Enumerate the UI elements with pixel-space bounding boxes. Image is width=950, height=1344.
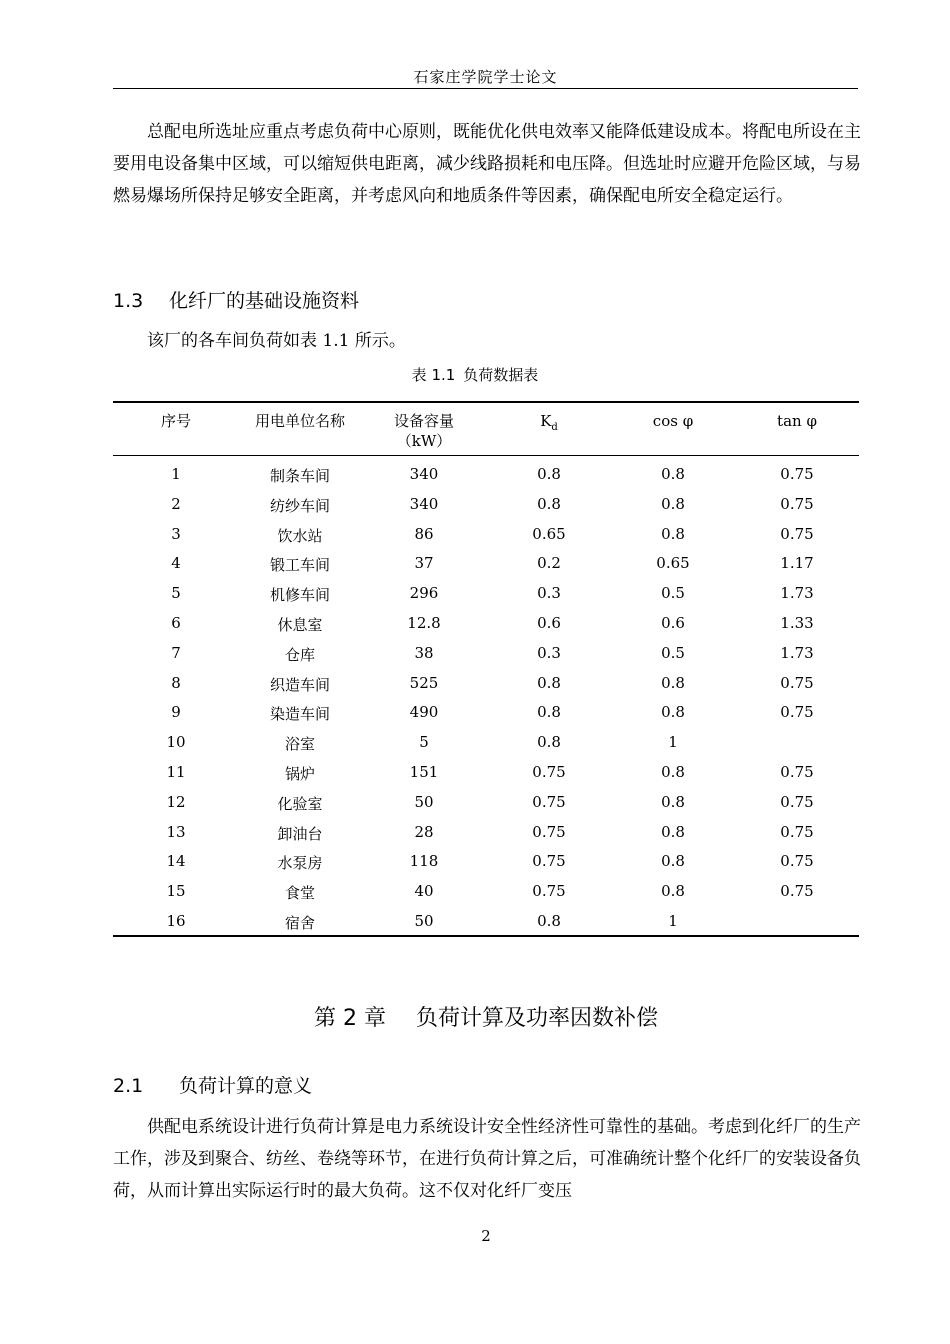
section-number: 1.3 bbox=[113, 290, 144, 312]
header-kd-main: K bbox=[540, 412, 552, 430]
table-body bbox=[113, 456, 859, 935]
cell-kd: 0.75 bbox=[532, 792, 566, 811]
cell-capacity: 86 bbox=[414, 524, 434, 543]
table-row bbox=[113, 847, 859, 877]
cell-tan-phi: 1.17 bbox=[780, 554, 814, 573]
cell-capacity: 38 bbox=[414, 643, 434, 662]
cell-unit-name: 仓库 bbox=[284, 645, 315, 664]
cell-kd: 0.6 bbox=[537, 614, 561, 632]
cell-capacity: 12.8 bbox=[407, 614, 441, 632]
cell-unit-name: 化验室 bbox=[277, 794, 323, 813]
header-kd bbox=[489, 411, 609, 438]
load-data-table bbox=[113, 401, 859, 937]
cell-tan-phi: 0.75 bbox=[780, 465, 814, 483]
cell-index: 2 bbox=[171, 494, 181, 513]
chapter-number: 第 2 章 bbox=[314, 1006, 386, 1031]
cell-cos-phi: 0.8 bbox=[661, 494, 685, 513]
table-row bbox=[113, 460, 859, 490]
cell-tan-phi: 1.73 bbox=[780, 584, 814, 603]
table-row bbox=[113, 490, 859, 520]
cell-cos-phi: 0.8 bbox=[661, 465, 685, 483]
cell-index: 4 bbox=[171, 554, 181, 573]
cell-capacity: 50 bbox=[414, 912, 434, 930]
table-caption bbox=[0, 364, 950, 385]
cell-cos-phi: 0.8 bbox=[661, 882, 685, 901]
cell-kd: 0.8 bbox=[537, 465, 561, 483]
cell-capacity: 490 bbox=[409, 703, 439, 722]
cell-capacity: 5 bbox=[419, 733, 429, 752]
cell-tan-phi: 0.75 bbox=[780, 882, 814, 901]
cell-cos-phi: 0.8 bbox=[661, 792, 685, 811]
cell-kd: 0.75 bbox=[532, 852, 566, 871]
table-row bbox=[113, 639, 859, 669]
table-row bbox=[113, 609, 859, 639]
table-row bbox=[113, 579, 859, 609]
header-capacity-unit: （kW） bbox=[396, 432, 452, 450]
cell-kd: 0.8 bbox=[537, 494, 561, 513]
page-header: 石家庄学院学士论文 bbox=[413, 68, 558, 86]
cell-index: 7 bbox=[171, 643, 181, 662]
header-cos-phi: cos φ bbox=[652, 412, 694, 430]
cell-tan-phi: 1.73 bbox=[780, 643, 814, 662]
table-row bbox=[113, 907, 859, 937]
cell-capacity: 340 bbox=[409, 465, 439, 483]
cell-capacity: 40 bbox=[414, 882, 434, 901]
header-rule bbox=[113, 88, 858, 89]
cell-unit-name: 水泵房 bbox=[277, 854, 323, 873]
header-capacity-label: 设备容量 bbox=[393, 412, 454, 430]
cell-unit-name: 制条车间 bbox=[269, 467, 330, 485]
cell-kd: 0.8 bbox=[537, 673, 561, 692]
cell-tan-phi: 0.75 bbox=[780, 673, 814, 692]
cell-unit-name: 休息室 bbox=[277, 616, 323, 634]
cell-capacity: 118 bbox=[409, 852, 439, 871]
cell-capacity: 151 bbox=[409, 763, 439, 781]
table-row bbox=[113, 669, 859, 699]
cell-capacity: 37 bbox=[414, 554, 434, 573]
header-index: 序号 bbox=[160, 412, 191, 430]
cell-index: 14 bbox=[166, 852, 186, 871]
cell-kd: 0.75 bbox=[532, 882, 566, 901]
paragraph-load-calculation: 供配电系统设计进行负荷计算是电力系统设计安全性经济性可靠性的基础。考虑到化纤厂的生产工作，涉及到聚合、纺丝、卷绕等环节，在进行负荷计算之后，可准确统计整个化纤厂的安装设备负荷，从而计算出实际运行时的最大负荷。这不仅对化纤厂变压 bbox=[113, 1117, 861, 1201]
cell-cos-phi: 0.65 bbox=[656, 554, 690, 573]
cell-index: 11 bbox=[166, 763, 186, 781]
cell-index: 8 bbox=[171, 673, 181, 692]
cell-capacity: 525 bbox=[409, 673, 439, 692]
cell-kd: 0.3 bbox=[537, 643, 561, 662]
cell-unit-name: 卸油台 bbox=[277, 824, 323, 843]
cell-tan-phi: 0.75 bbox=[780, 792, 814, 811]
cell-cos-phi: 0.8 bbox=[661, 763, 685, 781]
cell-tan-phi: 0.75 bbox=[780, 494, 814, 513]
header-capacity bbox=[369, 411, 479, 451]
cell-kd: 0.8 bbox=[537, 912, 561, 930]
cell-tan-phi: 0.75 bbox=[780, 822, 814, 841]
cell-unit-name: 染造车间 bbox=[269, 705, 330, 724]
cell-cos-phi: 0.5 bbox=[661, 584, 685, 603]
cell-kd: 0.3 bbox=[537, 584, 561, 603]
cell-cos-phi: 0.8 bbox=[661, 703, 685, 722]
page-number: 2 bbox=[481, 1227, 491, 1245]
cell-cos-phi: 0.8 bbox=[661, 822, 685, 841]
cell-cos-phi: 0.8 bbox=[661, 852, 685, 871]
table-intro-text: 该厂的各车间负荷如表 1.1 所示。 bbox=[147, 331, 406, 351]
cell-kd: 0.65 bbox=[532, 524, 566, 543]
header-unit-name: 用电单位名称 bbox=[254, 412, 345, 430]
table-row bbox=[113, 698, 859, 728]
table-caption-number: 表 1.1 bbox=[411, 366, 456, 384]
cell-index: 16 bbox=[166, 912, 186, 930]
cell-unit-name: 织造车间 bbox=[269, 675, 330, 694]
section-heading-1-3 bbox=[113, 286, 359, 313]
cell-index: 5 bbox=[171, 584, 181, 603]
cell-kd: 0.8 bbox=[537, 733, 561, 752]
cell-unit-name: 宿舍 bbox=[284, 914, 315, 932]
cell-cos-phi: 0.6 bbox=[661, 614, 685, 632]
cell-unit-name: 机修车间 bbox=[269, 586, 330, 605]
table-row bbox=[113, 788, 859, 818]
cell-unit-name: 锻工车间 bbox=[269, 556, 330, 575]
cell-cos-phi: 0.8 bbox=[661, 673, 685, 692]
cell-index: 9 bbox=[171, 703, 181, 722]
cell-kd: 0.2 bbox=[537, 554, 561, 573]
section-title: 化纤厂的基础设施资料 bbox=[169, 290, 360, 312]
cell-capacity: 50 bbox=[414, 792, 434, 811]
section-title: 负荷计算的意义 bbox=[179, 1075, 313, 1097]
cell-tan-phi: 1.33 bbox=[780, 614, 814, 632]
paragraph-substation-siting: 总配电所选址应重点考虑负荷中心原则，既能优化供电效率又能降低建设成本。将配电所设在主要用电设备集中区域，可以缩短供电距离，减少线路损耗和电压降。但选址时应避开危险区域，与易燃易爆场所保持足够安全距离，并考虑风向和地质条件等因素，确保配电所安全稳定运行。 bbox=[113, 122, 861, 206]
cell-kd: 0.75 bbox=[532, 763, 566, 781]
chapter-heading bbox=[0, 1001, 950, 1032]
cell-index: 10 bbox=[166, 733, 186, 752]
cell-index: 13 bbox=[166, 822, 186, 841]
table-row bbox=[113, 877, 859, 907]
cell-index: 12 bbox=[166, 792, 186, 811]
cell-tan-phi: 0.75 bbox=[780, 524, 814, 543]
table-row bbox=[113, 728, 859, 758]
cell-cos-phi: 0.5 bbox=[661, 643, 685, 662]
cell-unit-name: 纺纱车间 bbox=[269, 496, 330, 515]
cell-index: 1 bbox=[171, 465, 181, 483]
header-kd-sub: d bbox=[551, 422, 558, 433]
table-row bbox=[113, 520, 859, 550]
chapter-title: 负荷计算及功率因数补偿 bbox=[415, 1006, 658, 1031]
cell-cos-phi: 1 bbox=[668, 733, 678, 752]
cell-index: 6 bbox=[171, 614, 181, 632]
cell-capacity: 28 bbox=[414, 822, 434, 841]
cell-capacity: 296 bbox=[409, 584, 439, 603]
cell-kd: 0.8 bbox=[537, 703, 561, 722]
cell-cos-phi: 1 bbox=[668, 912, 678, 930]
cell-capacity: 340 bbox=[409, 494, 439, 513]
cell-unit-name: 浴室 bbox=[284, 735, 315, 754]
cell-index: 15 bbox=[166, 882, 186, 901]
cell-cos-phi: 0.8 bbox=[661, 524, 685, 543]
table-row bbox=[113, 758, 859, 788]
table-caption-title: 负荷数据表 bbox=[463, 366, 539, 384]
cell-tan-phi: 0.75 bbox=[780, 852, 814, 871]
cell-unit-name: 锅炉 bbox=[284, 765, 315, 783]
section-heading-2-1 bbox=[113, 1071, 312, 1098]
cell-kd: 0.75 bbox=[532, 822, 566, 841]
table-row bbox=[113, 549, 859, 579]
cell-unit-name: 食堂 bbox=[284, 884, 315, 903]
section-number: 2.1 bbox=[113, 1075, 144, 1097]
table-header-row bbox=[113, 403, 859, 456]
table-row bbox=[113, 818, 859, 848]
cell-tan-phi: 0.75 bbox=[780, 763, 814, 781]
cell-index: 3 bbox=[171, 524, 181, 543]
header-tan-phi: tan φ bbox=[777, 412, 817, 430]
cell-unit-name: 饮水站 bbox=[277, 526, 323, 545]
cell-tan-phi: 0.75 bbox=[780, 703, 814, 722]
